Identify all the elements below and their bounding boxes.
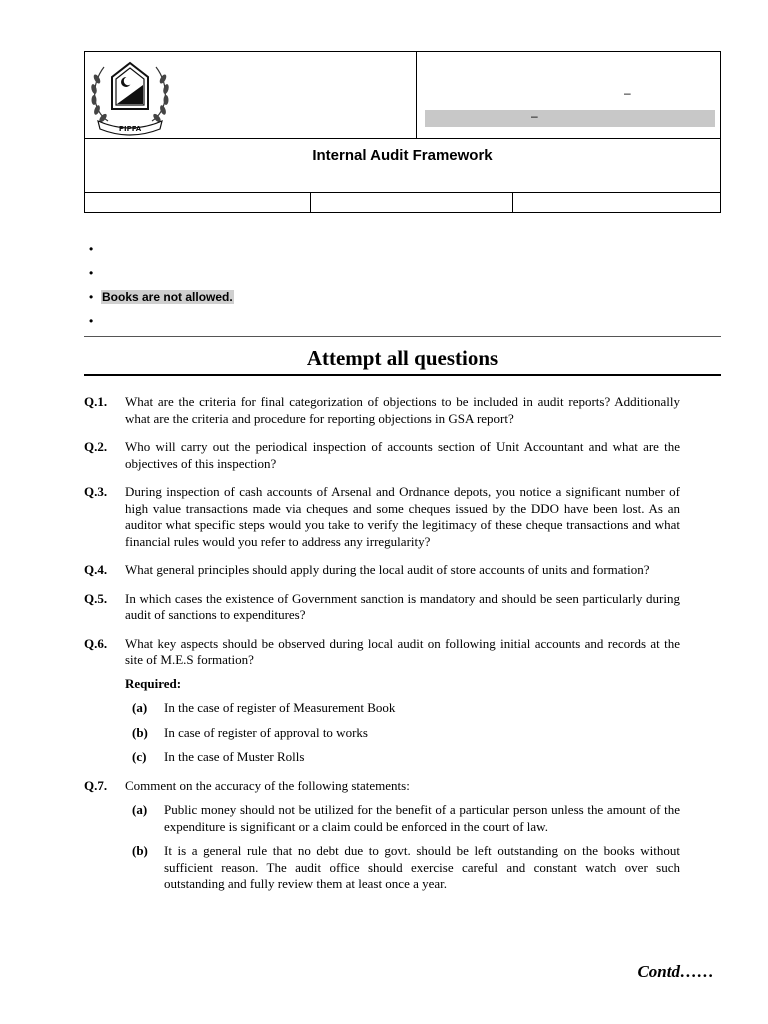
- document-title: Internal Audit Framework: [312, 147, 493, 164]
- instruction-item: •: [89, 266, 94, 280]
- instruction-item: •: [89, 242, 94, 256]
- question-text: What are the criteria for final categorization of objections to be included in audit reports? Additionally what are the criteria and procedure for reporting objections in GSA report?: [125, 394, 680, 426]
- divider: [84, 336, 721, 337]
- question-number: Q.6.: [84, 635, 108, 651]
- question-number: Q.1.: [84, 394, 108, 409]
- pipfa-crest-icon: [88, 55, 172, 137]
- sub-question: (a) In the case of register of Measurement Book: [132, 700, 396, 715]
- question-5: [84, 591, 680, 624]
- question-text: What key aspects should be observed during local audit on following initial accounts and records at the site of M.E.S formation?: [125, 635, 680, 667]
- question-7: [84, 778, 680, 893]
- sub-question: (a) Public money should not be utilized for the benefit of a particular person unless the amount of the expenditure is significant or a claim could be enforced in the court of law.: [132, 802, 680, 834]
- header-dash: –: [624, 86, 631, 100]
- instruction-books: Books are not allowed.: [102, 290, 233, 304]
- header-box: [84, 51, 721, 213]
- question-number: Q.2.: [84, 439, 108, 454]
- question-text: What general principles should apply during the local audit of store accounts of units and formation?: [125, 562, 650, 577]
- info-cell-3: [513, 193, 720, 213]
- question-number: Q.3.: [84, 484, 108, 499]
- question-6: [84, 636, 680, 766]
- question-4: [84, 562, 680, 579]
- question-number: Q.4.: [84, 562, 108, 577]
- grey-bar-dash: –: [531, 109, 538, 123]
- question-number: Q.5.: [84, 590, 108, 606]
- instructions-list: [84, 240, 721, 336]
- info-cell-2: [311, 193, 513, 213]
- question-2: [84, 439, 680, 472]
- instruction-item: •: [89, 314, 94, 328]
- sub-question: (c) In the case of Muster Rolls: [132, 749, 305, 764]
- sub-question: (b) In case of register of approval to works: [132, 724, 368, 740]
- question-1: [84, 394, 680, 427]
- question-text: During inspection of cash accounts of Arsenal and Ordnance depots, you notice a significant number of high value transactions made via cheques and some cheques issued by the DDO have been lost. As an auditor what specific steps would you take to verify the legitimacy of these cheque transactions and what financial rules would you refer to address any irregularity?: [125, 484, 680, 549]
- info-cell-1: [85, 193, 311, 213]
- logo-text: PIPFA: [118, 125, 142, 133]
- question-text: Who will carry out the periodical inspection of accounts section of Unit Accountant and what are the objectives of this inspection?: [125, 439, 680, 471]
- section-heading: Attempt all questions: [306, 346, 499, 370]
- header-top-row: [85, 52, 720, 139]
- heading-underline: [84, 374, 721, 376]
- header-bottom-row: [85, 193, 720, 213]
- continued-label: Contd……: [637, 962, 714, 981]
- questions-list: [84, 394, 680, 905]
- question-3: [84, 484, 680, 550]
- question-text: Comment on the accuracy of the following statements:: [125, 777, 410, 793]
- logo-cell: [85, 52, 417, 138]
- question-text: In which cases the existence of Government sanction is mandatory and should be seen particularly during audit of sanctions to expenditures?: [125, 590, 680, 622]
- sub-question: (b) It is a general rule that no debt due to govt. should be left outstanding on the books without sufficient reason. The audit office should exercise careful and constant watch over such outstanding and fully review them at least once a year.: [132, 843, 680, 891]
- required-label: Required:: [125, 675, 182, 691]
- header-grey-bar: [425, 110, 715, 127]
- header-right-cell: [417, 52, 720, 138]
- question-number: Q.7.: [84, 777, 108, 793]
- title-row: [85, 138, 720, 193]
- instruction-item: • Books are not allowed.: [89, 290, 233, 304]
